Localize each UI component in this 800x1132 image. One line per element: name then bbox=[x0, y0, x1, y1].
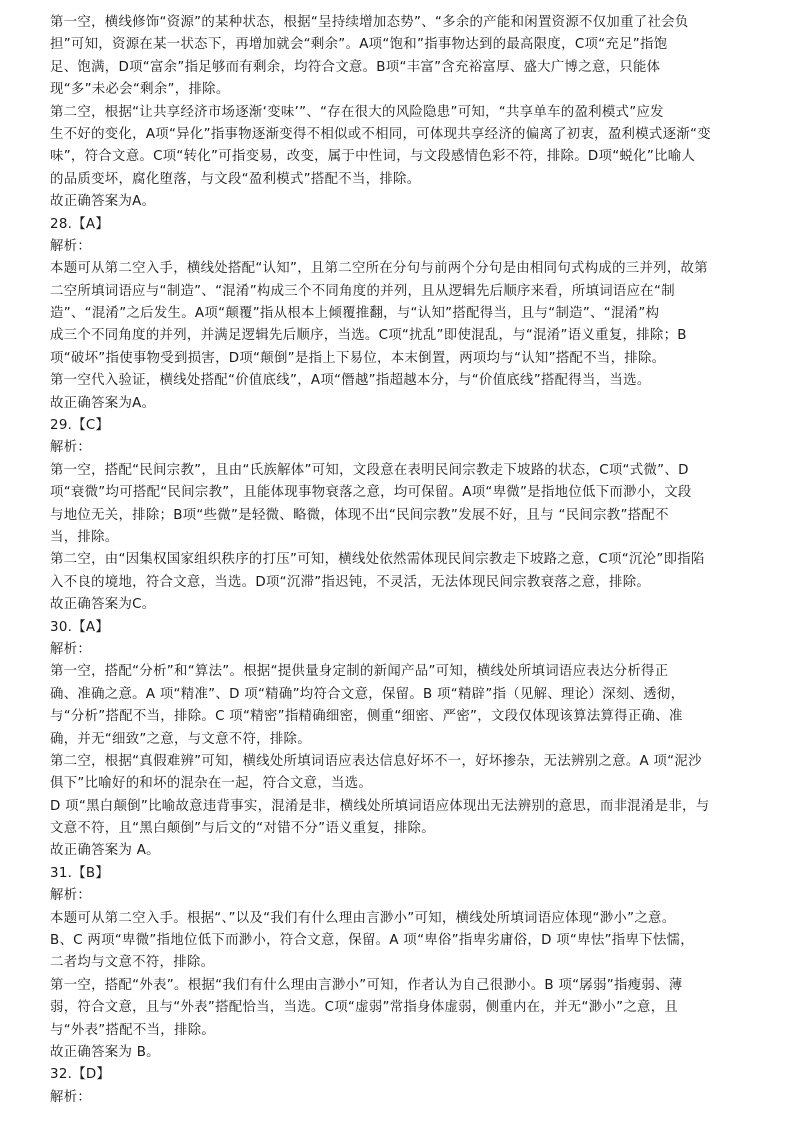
text-line: 第一空，横线修饰“资源”的某种状态，根据“呈持续增加态势”、“多余的产能和闲置资源不仅加重了社会负 bbox=[50, 15, 689, 30]
text-line: B、C 两项“卑微”指地位低下而渺小，符合文意，保留。A 项“卑俗”指卑劣庸俗，D 项“卑怯”指卑下怯懦， bbox=[50, 933, 694, 949]
text-line: 解析： bbox=[50, 888, 92, 904]
text-line: 解析： bbox=[50, 238, 92, 254]
text-line: 故正确答案为A。 bbox=[50, 194, 156, 210]
text-line: 成三个不同角度的并列，并满足逻辑先后顺序，当选。C项“扰乱”即使混乱，与“混淆”语义重复，排除；B bbox=[50, 328, 687, 344]
text-line: 第二空，由“因集权国家组织秩序的打压”可知，横线处依然需体现民间宗教走下坡路之意，C项“沉沦”即指陷 bbox=[50, 552, 705, 568]
text-line: 第一空代入验证，横线处搭配“价值底线”，A项“僭越”指超越本分，与“价值底线”搭配得当，当选。 bbox=[50, 373, 651, 389]
text-line: 与地位无关，排除；B项“些微”是轻微、略微，体现不出“民间宗教”发展不好，且与 “民间宗教”搭配不 bbox=[50, 507, 669, 523]
text-line: 28.【A】 bbox=[50, 216, 110, 232]
text-line: 29.【C】 bbox=[50, 418, 110, 434]
text-line: 与“分析”搭配不当，排除。C 项“精密”指精确细密，侧重“细密、严密”，文段仅体现该算法算得正确、准 bbox=[50, 709, 683, 725]
text-line: 项“衰微”均可搭配“民间宗教”，且能体现事物衰落之意，均可保留。A项“卑微”是指地位低下而渺小，文段 bbox=[50, 485, 692, 501]
text-line: 故正确答案为 B。 bbox=[50, 1044, 160, 1060]
text-line: 担”可知，资源在某一状态下，再增加就会“剩余”。A项“饱和”指事物达到的最高限度，C项“充足”指饱 bbox=[50, 37, 668, 53]
text-line: 俱下”比喻好的和坏的混杂在一起，符合文意，当选。 bbox=[50, 776, 373, 792]
text-line: 第一空，搭配“民间宗教”，且由“氏族解体”可知，文段意在表明民间宗教走下坡路的状态，C项“式微”、D bbox=[50, 462, 689, 478]
text-line: 生不好的变化，A项“异化”指事物逐渐变得不相似或不相同，可体现共享经济的偏离了初衷，盈利模式逐渐“变 bbox=[50, 126, 711, 142]
text-line: 现“多”未必会“剩余”，排除。 bbox=[50, 82, 230, 98]
text-line: 故正确答案为A。 bbox=[50, 395, 156, 411]
text-line: 造”、“混淆”之后发生。A项“颠覆”指从根本上倾覆推翻，与“认知”搭配得当，且与“制造”、“混淆”构 bbox=[50, 306, 660, 322]
text-line: 解析： bbox=[50, 440, 92, 456]
text-line: 弱，符合文意，且与“外表”搭配恰当，当选。C项“虚弱”常指身体虚弱，侧重内在，并无“渺小”之意，且 bbox=[50, 1000, 679, 1016]
text-line: 第二空，根据“真假难辨”可知，横线处所填词语应表达信息好坏不一，好坏掺杂，无法辨别之意。A 项“泥沙 bbox=[50, 753, 702, 769]
text-line: 本题可从第二空入手，横线处搭配“认知”，且第二空所在分句与前两个分句是由相同句式构成的三并列，故第 bbox=[50, 261, 708, 277]
text-line: 当，排除。 bbox=[50, 529, 119, 545]
text-line: 第二空，根据“让共享经济市场逐渐‘变味’”、“存在很大的风险隐患”可知，“共享单车的盈利模式”应发 bbox=[50, 104, 664, 120]
text-line: 与“外表”搭配不当，排除。 bbox=[50, 1022, 216, 1038]
text-line: 入不良的境地，符合文意，当选。D项“沉滞”指迟钝，不灵活，无法体现民间宗教衰落之意，排除。 bbox=[50, 574, 651, 590]
text-line: 的品质变坏，腐化堕落，与文段“盈利模式”搭配不当，排除。 bbox=[50, 171, 421, 187]
text-line: 本题可从第二空入手。根据“、”以及“我们有什么理由言渺小”可知，横线处所填词语应体现“渺小”之意。 bbox=[50, 910, 676, 926]
text-line: 二空所填词语应与“制造”、“混淆”构成三个不同角度的并列，且从逻辑先后顺序来看，所填词语应在“制 bbox=[50, 283, 675, 299]
text-line: 味”，符合文意。C项“转化”可指变易，改变，属于中性词，与文段感情色彩不符，排除。D项“蜕化”比喻人 bbox=[50, 149, 696, 165]
text-line: 文意不符，且“黑白颠倒”与后文的“对错不分”语义重复，排除。 bbox=[50, 821, 435, 837]
text-line: D 项“黑白颠倒”比喻故意违背事实，混淆是非，横线处所填词语应体现出无法辨别的意思，而非混淆是非，与 bbox=[50, 798, 710, 814]
text-line: 二者均与文意不符，排除。 bbox=[50, 955, 215, 971]
text-line: 第一空，搭配“外表”。根据“我们有什么理由言渺小”可知，作者认为自己很渺小。B 项“孱弱”指瘦弱、薄 bbox=[50, 977, 683, 993]
text-line: 足、饱满，D项“富余”指足够而有剩余，均符合文意。B项“丰富”含充裕富厚、盛大广博之意，只能体 bbox=[50, 59, 661, 75]
text-line: 第一空，搭配“分析”和“算法”。根据“提供量身定制的新闻产品”可知，横线处所填词语应表达分析得正 bbox=[50, 664, 669, 680]
text-line: 确，并无“细致”之意，与文意不符，排除。 bbox=[50, 731, 311, 747]
text-line: 项“破坏”指使事物受到损害，D项“颠倒”是指上下易位，本末倒置，两项均与“认知”搭配不当，排除。 bbox=[50, 350, 666, 366]
text-line: 30.【A】 bbox=[50, 619, 110, 635]
text-line: 故正确答案为C。 bbox=[50, 597, 156, 613]
text-line: 31.【B】 bbox=[50, 865, 110, 881]
text-line: 确、准确之意。A 项“精准”、D 项“精确”均符合文意，保留。B 项“精辟”指（见解、理论）深刻、透彻， bbox=[50, 686, 685, 702]
text-line: 解析： bbox=[50, 641, 92, 657]
text-line: 32.【D】 bbox=[50, 1067, 111, 1083]
text-line: 解析： bbox=[50, 1089, 92, 1105]
text-line: 故正确答案为 A。 bbox=[50, 843, 160, 859]
